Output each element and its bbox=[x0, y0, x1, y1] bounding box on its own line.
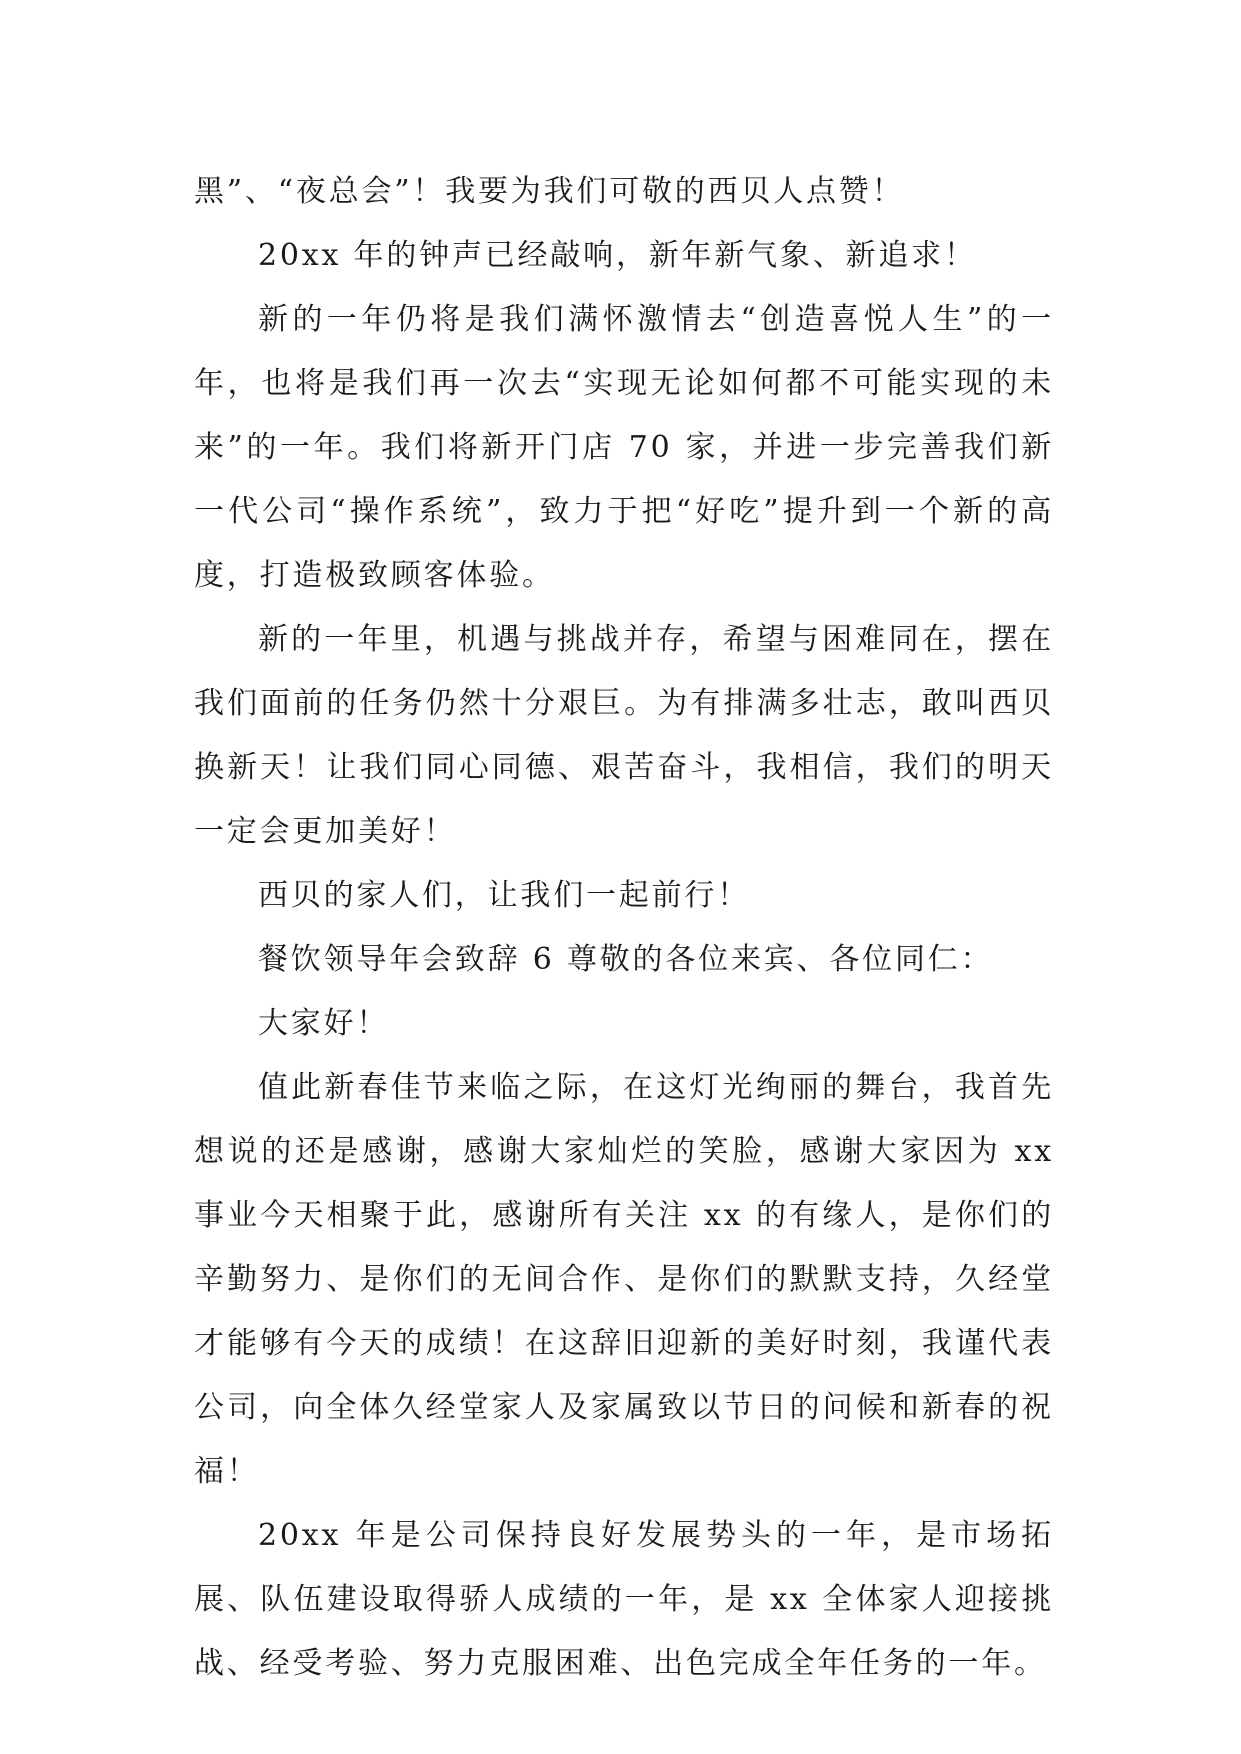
document-body bbox=[194, 160, 1054, 1696]
paragraph-5: 西贝的家人们，让我们一起前行！ bbox=[258, 878, 750, 913]
paragraph-4: 新的一年里，机遇与挑战并存，希望与困难同在，摆在我们面前的任务仍然十分艰巨。为有排满多壮志，敢叫西贝换新天！让我们同心同德、艰苦奋斗，我相信，我们的明天一定会更加美好！ bbox=[194, 622, 1054, 849]
paragraph-3: 新的一年仍将是我们满怀激情去“创造喜悦人生”的一年，也将是我们再一次去“实现无论如何都不可能实现的未来”的一年。我们将新开门店 70 家，并进一步完善我们新一代公司“操作系统”，致力于把“好吃”提升到一个新的高度，打造极致顾客体验。 bbox=[194, 302, 1054, 593]
paragraph-8: 值此新春佳节来临之际，在这灯光绚丽的舞台，我首先想说的还是感谢，感谢大家灿烂的笑脸，感谢大家因为 xx 事业今天相聚于此，感谢所有关注 xx 的有缘人，是你们的辛勤努力、是你们的无间合作、是你们的默默支持，久经堂才能够有今天的成绩！在这辞旧迎新的美好时刻，我谨代表公司，向全体久经堂家人及家属致以节日的问候和新春的祝福！ bbox=[194, 1070, 1054, 1489]
paragraph-6: 餐饮领导年会致辞 6 尊敬的各位来宾、各位同仁： bbox=[258, 942, 994, 977]
paragraph-9: 20xx 年是公司保持良好发展势头的一年，是市场拓展、队伍建设取得骄人成绩的一年，是 xx 全体家人迎接挑战、经受考验、努力克服困难、出色完成全年任务的一年。 bbox=[194, 1518, 1054, 1681]
paragraph-1: 黑”、“夜总会”！我要为我们可敬的西贝人点赞！ bbox=[194, 174, 905, 209]
paragraph-2: 20xx 年的钟声已经敲响，新年新气象、新追求！ bbox=[258, 238, 977, 273]
paragraph-7: 大家好！ bbox=[258, 1006, 390, 1041]
